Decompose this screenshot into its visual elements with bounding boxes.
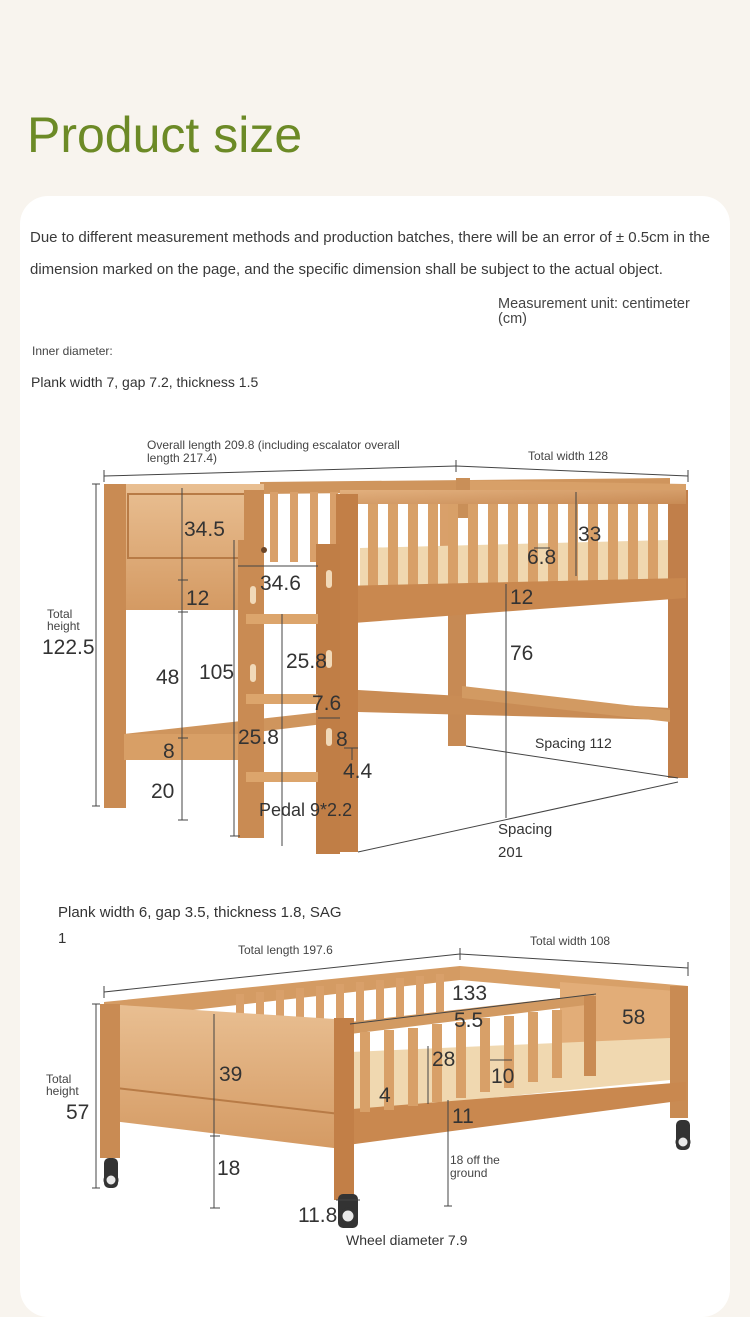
dim-step-spacing-top: 25.8 bbox=[286, 650, 327, 673]
back-left-leg bbox=[448, 600, 466, 746]
dim-wheel-diameter: Wheel diameter 7.9 bbox=[346, 1232, 468, 1248]
dim-step-depth: 7.6 bbox=[312, 692, 342, 715]
low-total-length: Total length 197.6 bbox=[238, 943, 333, 957]
dim-spacing-length-label: Spacing bbox=[498, 821, 553, 838]
dim-foot-panel: 58 bbox=[622, 1006, 646, 1029]
dim-low-slat-gap: 10 bbox=[491, 1065, 515, 1088]
dim-leg: 18 bbox=[217, 1157, 241, 1180]
low-total-height: 57 bbox=[66, 1101, 90, 1124]
low-plank-spec-cont: 1 bbox=[58, 930, 67, 947]
back-right-leg bbox=[668, 490, 688, 778]
low-plank-spec: Plank width 6, gap 3.5, thickness 1.8, SAG bbox=[58, 904, 342, 921]
front-guard-slats bbox=[368, 504, 658, 586]
dim-low-guard-height: 28 bbox=[432, 1048, 456, 1071]
head-left-post bbox=[104, 484, 126, 808]
dim-step-spacing-bottom: 25.8 bbox=[238, 726, 279, 749]
loft-overall-length: Overall length 209.8 (including escalator overall length 217.4) bbox=[147, 438, 400, 465]
dim-rail-gap-front: 12 bbox=[510, 586, 534, 609]
dim-ladder-height: 105 bbox=[199, 661, 235, 684]
dim-headboard-panel: 34.5 bbox=[184, 518, 225, 541]
low-total-height-label: Total height bbox=[46, 1072, 79, 1098]
dim-spacing-length-value: 201 bbox=[498, 844, 524, 861]
dim-spacing-width: Spacing 112 bbox=[535, 735, 612, 751]
inner-diameter-label: Inner diameter: bbox=[32, 344, 113, 358]
dim-guard-height: 33 bbox=[578, 523, 602, 546]
dim-slat-gap: 6.8 bbox=[527, 546, 557, 569]
dim-pedal: Pedal 9*2.2 bbox=[259, 800, 353, 820]
loft-total-height-label: Total height bbox=[47, 607, 80, 633]
disclaimer-text: Due to different measurement methods and production batches, there will be an error of ± 0.5cm in the dimension marked on the page, and the specific dimension shall be subject to the actual object. bbox=[30, 229, 710, 278]
dim-wheel: 11.8 bbox=[298, 1204, 338, 1227]
page-title: Product size bbox=[27, 107, 303, 163]
dim-lower-rail: 8 bbox=[163, 740, 175, 763]
dim-guard-top: 5.5 bbox=[454, 1009, 484, 1032]
loft-plank-spec: Plank width 7, gap 7.2, thickness 1.5 bbox=[31, 374, 259, 390]
dim-head-panel: 39 bbox=[219, 1063, 243, 1086]
dim-under-head: 48 bbox=[156, 666, 180, 689]
dim-floor-clearance: 20 bbox=[151, 780, 175, 803]
front-top-rail bbox=[340, 490, 686, 504]
dim-side-rail: 11 bbox=[452, 1105, 474, 1128]
dim-guard-length: 133 bbox=[452, 982, 488, 1005]
dim-rail-gap: 12 bbox=[186, 587, 210, 610]
dim-ground-clearance: 18 off the ground bbox=[450, 1153, 500, 1180]
dim-under-bed: 76 bbox=[510, 642, 534, 665]
loft-total-width: Total width 128 bbox=[528, 449, 609, 463]
measurement-unit: Measurement unit: centimeter (cm) bbox=[498, 296, 690, 327]
low-total-width: Total width 108 bbox=[530, 934, 611, 948]
dim-ladder-post: 8 bbox=[336, 728, 348, 751]
dim-post: 4 bbox=[379, 1084, 391, 1107]
loft-total-height: 122.5 bbox=[42, 636, 95, 659]
dim-pedal-thickness: 4.4 bbox=[343, 760, 373, 783]
low-bed-illustration bbox=[100, 966, 690, 1228]
dim-ladder-width: 34.6 bbox=[260, 572, 301, 595]
